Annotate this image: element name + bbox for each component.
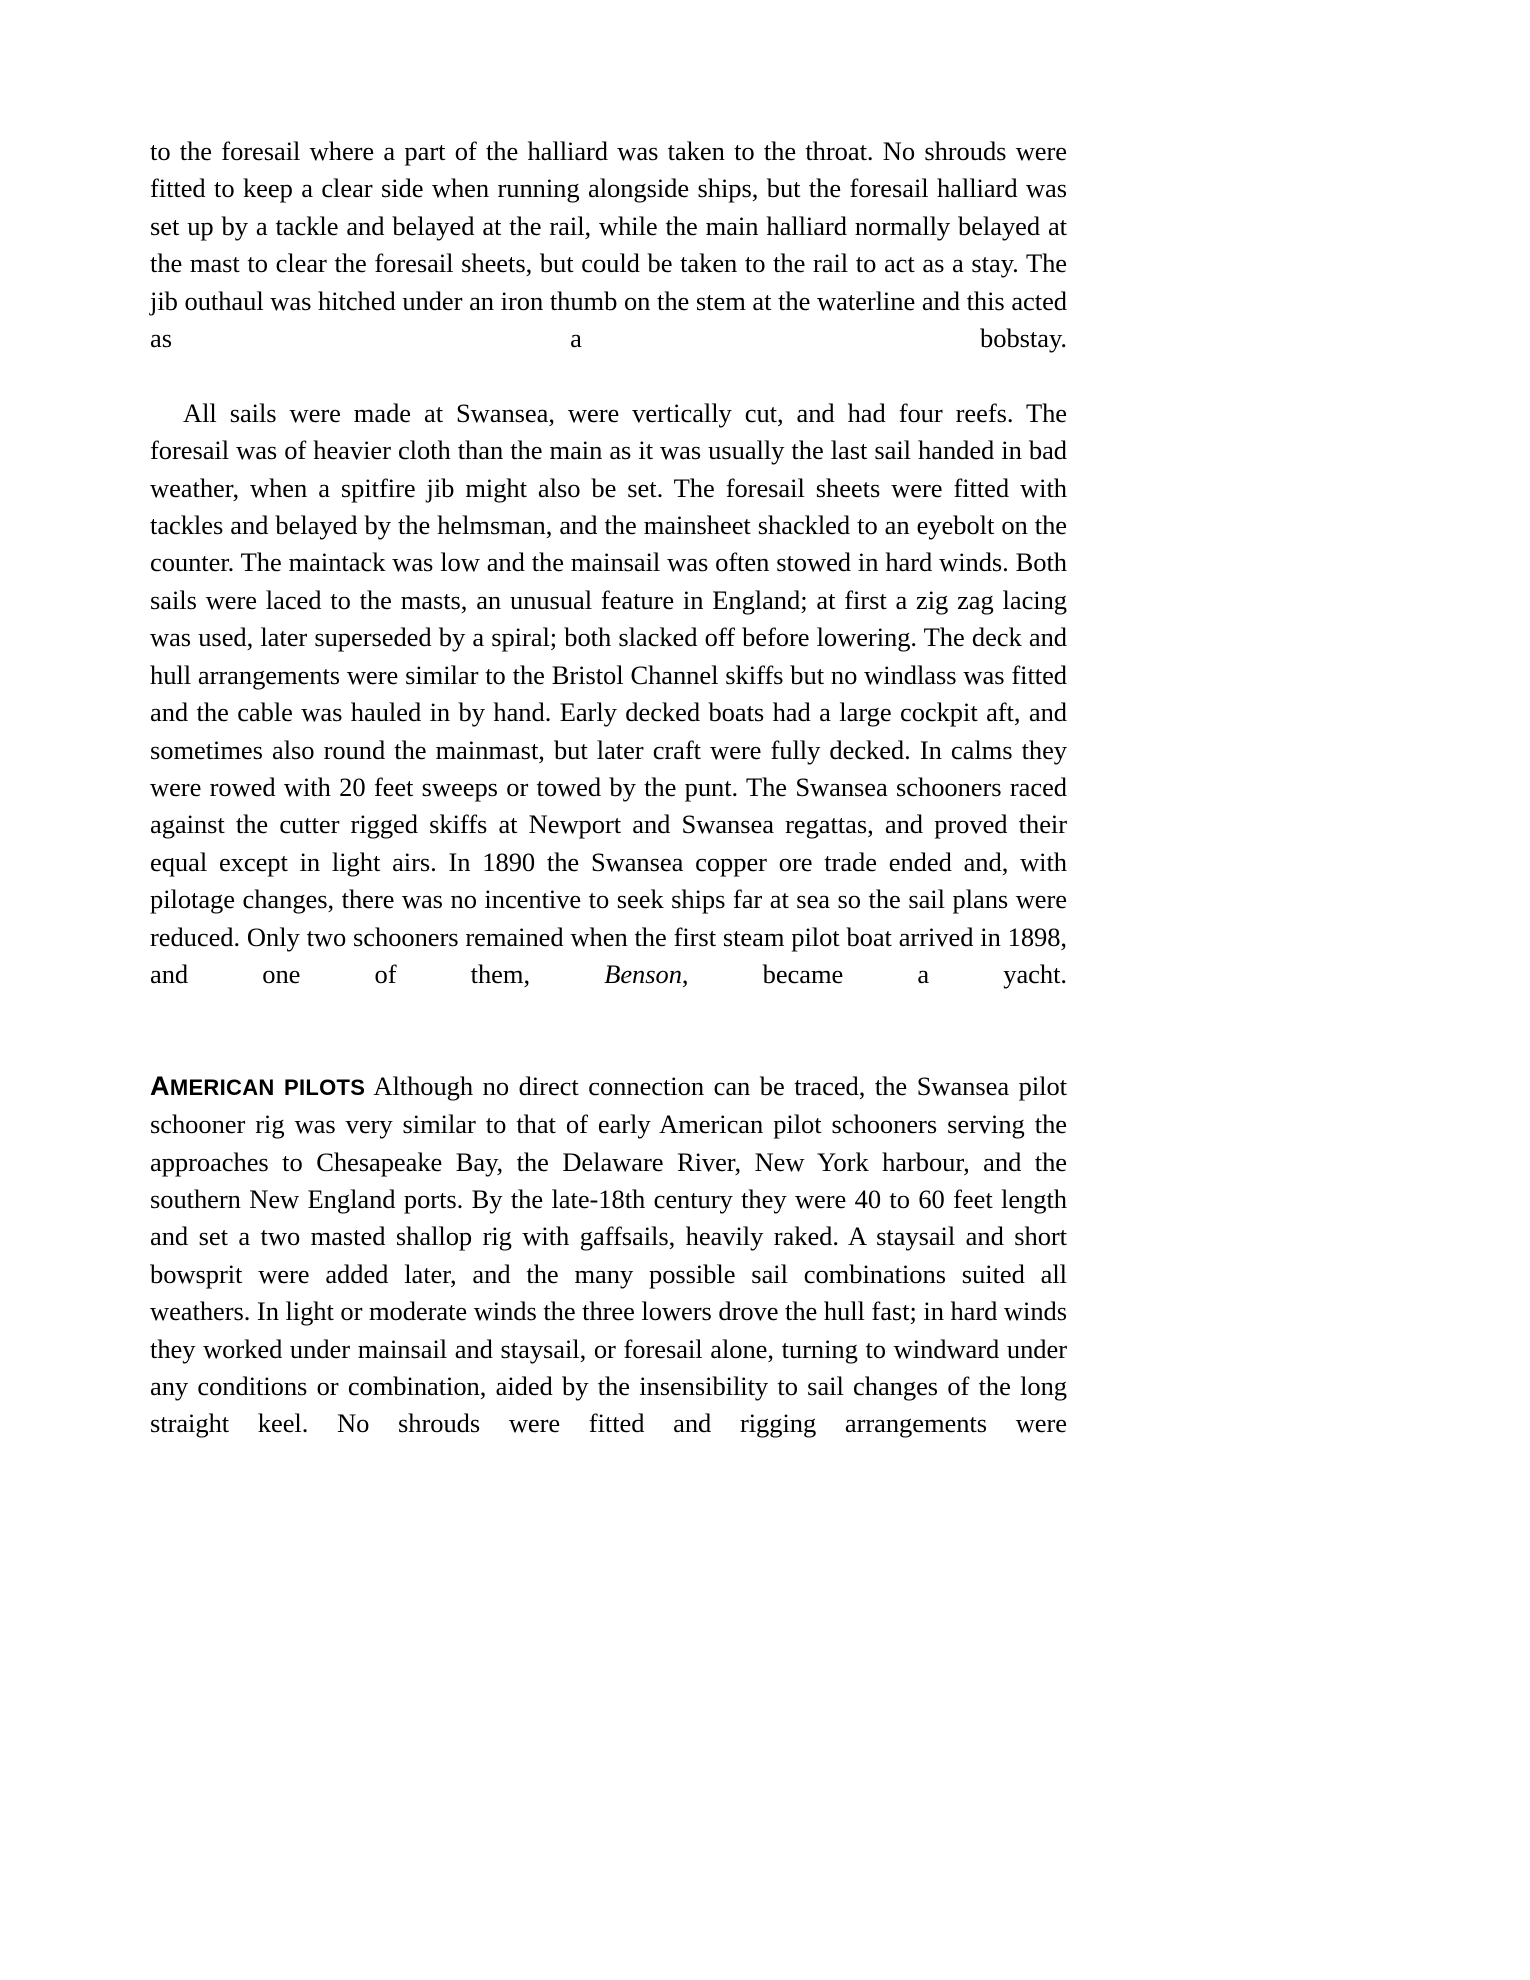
paragraph-all-sails-part2: , became a yacht. <box>681 958 1067 989</box>
runin-heading-american-pilots <box>150 1070 366 1101</box>
paragraph-all-sails <box>150 395 1067 1031</box>
vessel-name-benson: Benson <box>604 958 682 989</box>
paragraph-american-pilots <box>150 1068 1067 1480</box>
text-column <box>150 133 1067 1480</box>
runin-heading-initial: A <box>150 1070 170 1101</box>
paragraph-all-sails-part1: All sails were made at Swansea, were vertically cut, and had four reefs. The foresail was of heavier cloth than the main as it was usually the last sail handed in bad weather, when a spitfire jib might also be set. The foresail sheets were fitted with tackles and belayed by the helmsman, and the mainsheet shackled to an eyebolt on the counter. The maintack was low and the mainsail was often stowed in hard winds. Both sails were laced to the masts, an unusual feature in England; at first a zig zag lacing was used, later superseded by a spiral; both slacked off before lowering. The deck and hull arrangements were similar to the Bristol Channel skiffs but no windlass was fitted and the cable was hauled in by hand. Early decked boats had a large cockpit aft, and sometimes also round the mainmast, but later craft were fully decked. In calms they were rowed with 20 feet sweeps or towed by the punt. The Swansea schooners raced against the cutter rigged skiffs at Newport and Swansea regattas, and proved their equal except in light airs. In 1890 the Swansea copper ore trade ended and, with pilotage changes, there was no incentive to seek ships far at sea so the sail plans were reduced. Only two schooners remained when the first steam pilot boat arrived in 1898, and one of them, <box>150 397 1067 989</box>
paragraph-halliard: to the foresail where a part of the halliard was taken to the throat. No shrouds were fitted to keep a clear side when running alongside ships, but the foresail halliard was set up by a tackle and belayed at the rail, while the main halliard normally belayed at the mast to clear the foresail sheets, but could be taken to the rail to act as a stay. The jib outhaul was hitched under an iron thumb on the stem at the waterline and this acted as a bobstay. <box>150 136 1067 354</box>
paragraph-american-pilots-text: Although no direct connection can be traced, the Swansea pilot schooner rig was very similar to that of early American pilot schooners serving the approaches to Chesapeake Bay, the Delaware River, New York harbour, and the southern New England ports. By the late-18th century they were 40 to 60 feet length and set a two masted shallop rig with gaffsails, heavily raked. A staysail and short bowsprit were added later, and the many possible sail combinations suited all weathers. In light or moderate winds the three lowers drove the hull fast; in hard winds they worked under mainsail and staysail, or foresail alone, turning to windward under any conditions or combination, aided by the insensibility to sail changes of the long straight keel. No shrouds were fitted and rigging arrangements were <box>150 1070 1067 1439</box>
runin-heading-rest: MERICAN PILOTS <box>169 1074 366 1100</box>
